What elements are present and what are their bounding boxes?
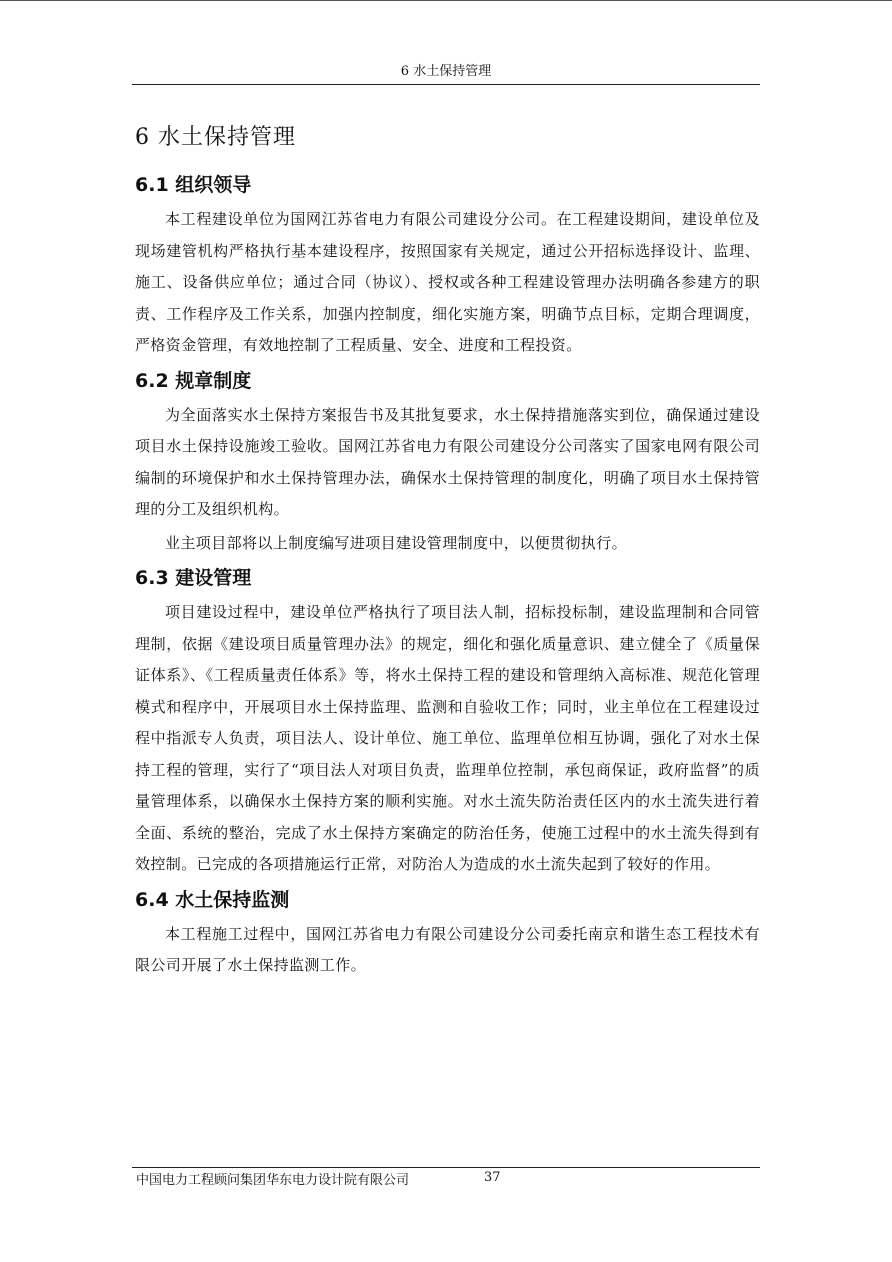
- document-body: [132, 118, 760, 984]
- paragraph: 本工程施工过程中，国网江苏省电力有限公司建设分公司委托南京和谐生态工程技术有限公司开展了水土保持监测工作。: [135, 924, 760, 974]
- section-title: 6.4 水土保持监测: [135, 888, 290, 911]
- section-title: 6.2 规章制度: [135, 369, 252, 392]
- paragraph: 项目建设过程中，建设单位严格执行了项目法人制，招标投标制，建设监理制和合同管理制，依据《建设项目质量管理办法》的规定，细化和强化质量意识、建立健全了《质量保证体系》、《工程质量责任体系》等，将水土保持工程的建设和管理纳入高标准、规范化管理模式和程序中，开展项目水土保持监理、监测和自验收工作；同时，业主单位在工程建设过程中指派专人负责，项目法人、设计单位、施工单位、监理单位相互协调，强化了对水土保持工程的管理，实行了“项目法人对项目负责，监理单位控制，承包商保证，政府监督”的质量管理体系，以确保水土保持方案的顺利实施。对水土流失防治责任区内的水土流失进行着全面、系统的整治，完成了水土保持方案确定的防治任务，使施工过程中的水土流失得到有效控制。已完成的各项措施运行正常，对防治人为造成的水土流失起到了较好的作用。: [135, 603, 760, 873]
- running-title: 6 水土保持管理: [400, 64, 492, 79]
- footer-organization: 中国电力工程顾问集团华东电力设计院有限公司: [136, 1173, 410, 1188]
- section-title: 6.3 建设管理: [135, 567, 252, 589]
- top-edge-rule: [0, 0, 892, 1]
- section-6-4: [132, 883, 760, 982]
- page-footer: [132, 1167, 760, 1193]
- chapter-title: 6 水土保持管理: [135, 125, 296, 150]
- paragraph: 本工程建设单位为国网江苏省电力有限公司建设分公司。在工程建设期间，建设单位及现场建管机构严格执行基本建设程序，按照国家有关规定，通过公开招标选择设计、监理、施工、设备供应单位；通过合同（协议）、授权或各种工程建设管理办法明确各参建方的职责、工作程序及工作关系，加强内控制度，细化实施方案，明确节点目标，定期合理调度，严格资金管理，有效地控制了工程质量、安全、进度和工程投资。: [135, 210, 760, 354]
- page-header: [132, 62, 760, 85]
- paragraph: 业主项目部将以上制度编写进项目建设管理制度中，以便贯彻执行。: [165, 533, 628, 552]
- section-title: 6.1 组织领导: [135, 174, 252, 196]
- page-number: 37: [484, 1170, 501, 1185]
- paragraph: 为全面落实水土保持方案报告书及其批复要求，水土保持措施落实到位，确保通过建设项目水土保持设施竣工验收。国网江苏省电力有限公司建设分公司落实了国家电网有限公司编制的环境保护和水土保持管理办法，确保水土保持管理的制度化，明确了项目水土保持管理的分工及组织机构。: [135, 405, 760, 518]
- section-6-3: [132, 561, 760, 881]
- section-6-2: [132, 364, 760, 560]
- section-6-1: [132, 168, 760, 362]
